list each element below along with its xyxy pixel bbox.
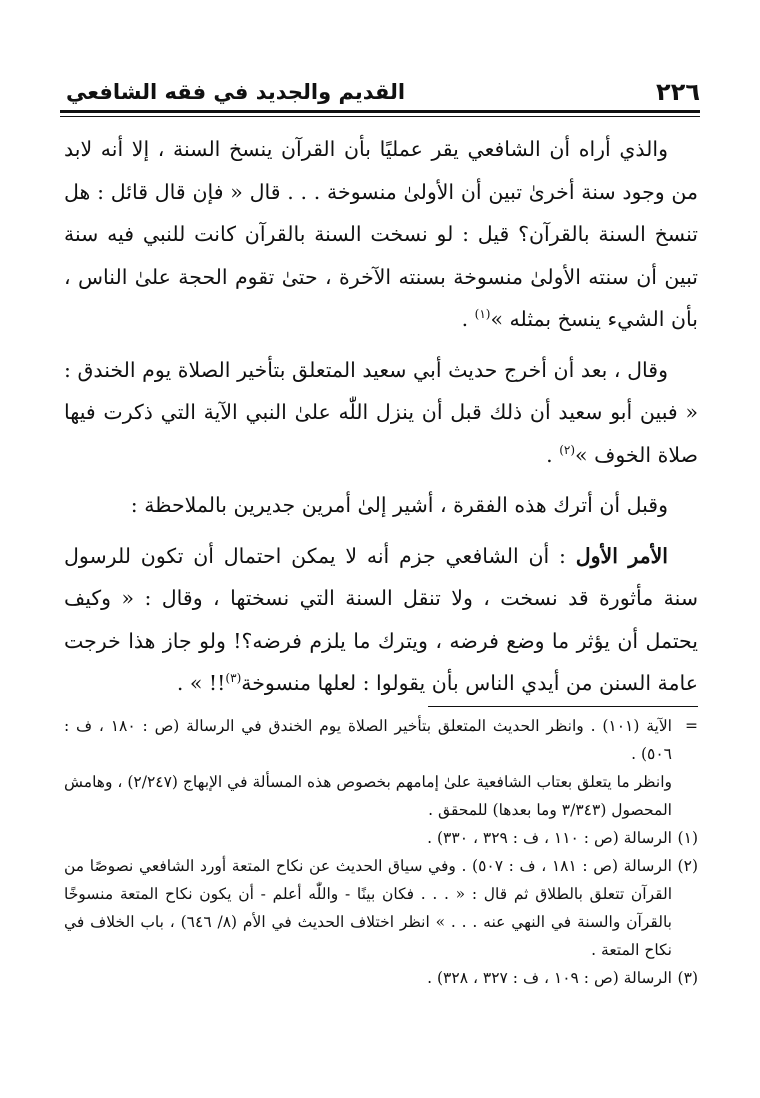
footnote-2-mark: (٢) [677,857,698,875]
continuation-mark: = [685,717,698,735]
footnote-1 [64,824,698,852]
footnote-3-text: الرسالة (ص : ١٠٩ ، ف : ٣٢٧ ، ٣٢٨) . [427,969,672,987]
paragraph-4 [64,535,698,705]
paragraph-2-end: . [546,442,560,467]
page-header [66,74,700,110]
paragraph-4-lead: الأمر الأول [575,543,668,568]
footnote-ref-2: (٢) [559,442,576,457]
footnote-ref-1: (١) [474,307,491,322]
paragraph-1-text: والذي أراه أن الشافعي يقر عمليًا بأن القرآن ينسخ السنة ، إلا أنه لابد من وجود سنة أخرىٰ تبين أن الأولىٰ منسوخة . . . قال « فإن قال قائل : هل تنسخ السنة بالقرآن؟ قيل : لو نسخت السنة بالقرآن كانت للنبي فيه سنة تبين أن سنته الأولىٰ منسوخة بسنته الآخرة ، حتىٰ تقوم الحجة علىٰ الناس ، بأن الشيء ينسخ بمثله » [64,137,698,331]
paragraph-4-end: !! » . [176,671,226,695]
header-rule-thick [60,110,700,113]
header-rule-thin [60,116,700,117]
main-text [64,128,698,713]
footnote-1-text: الرسالة (ص : ١١٠ ، ف : ٣٢٩ ، ٣٣٠) . [427,829,672,847]
footnote-3-mark: (٣) [677,969,698,987]
footnote-continuation-2 [64,768,698,824]
footnote-continuation-text: الآية (١٠١) . وانظر الحديث المتعلق بتأخير الصلاة يوم الخندق في الرسالة (ص : ١٨٠ ، ف : ٥٠٦) . [64,717,672,763]
paragraph-3 [64,484,698,527]
footnote-separator [428,706,698,707]
footnote-continuation [64,712,698,768]
footnote-2-text: الرسالة (ص : ١٨١ ، ف : ٥٠٧) . وفي سياق الحديث عن نكاح المتعة أورد الشافعي نصوصًا من القرآن تتعلق بالطلاق ثم قال : « . . . فكان بينًا - واللّٰه أعلم - أن يكون نكاح المتعة منسوخًا بالقرآن والسنة في النهي عنه . . . » انظر اختلاف الحديث في الأم (٨/ ٦٤٦) ، باب الخلاف في نكاح المتعة . [64,857,672,959]
paragraph-4-text: : أن الشافعي جزم أنه لا يمكن احتمال أن تكون للرسول سنة مأثورة قد نسخت ، ولا تنقل السنة التي نسختها ، وقال : « وكيف يحتمل أن يؤثر ما وضع فرضه ، ويترك ما يلزم فرضه؟! ولو جاز هذا خرجت عامة السنن من أيدي الناس بأن يقولوا : لعلها منسوخة [64,543,698,695]
paragraph-1-end: . [461,307,475,331]
paragraph-2-text: وقال ، بعد أن أخرج حديث أبي سعيد المتعلق بتأخير الصلاة يوم الخندق : « فبين أبو سعيد أن ذلك قبل أن ينزل اللّٰه علىٰ النبي الآية التي ذكرت فيها صلاة الخوف » [64,357,698,467]
paragraph-3-text: وقبل أن أترك هذه الفقرة ، أشير إلىٰ أمرين جديرين بالملاحظة : [130,493,668,517]
footnote-3 [64,964,698,992]
footnote-ref-3: (٣) [225,671,242,686]
footnote-2 [64,852,698,964]
footnotes [64,712,698,992]
running-title: القديم والجديد في فقه الشافعي [66,80,406,104]
footnote-continuation-text-2: وانظر ما يتعلق بعتاب الشافعية علىٰ إمامهم بخصوص هذه المسألة في الإبهاج (٢/٢٤٧) ، وهامش المحصول (٣/٣٤٣ وما بعدها) للمحقق . [64,773,672,819]
page-number: ٢٢٦ [656,78,700,106]
paragraph-2 [64,349,698,477]
footnote-1-mark: (١) [677,829,698,847]
paragraph-1 [64,128,698,341]
